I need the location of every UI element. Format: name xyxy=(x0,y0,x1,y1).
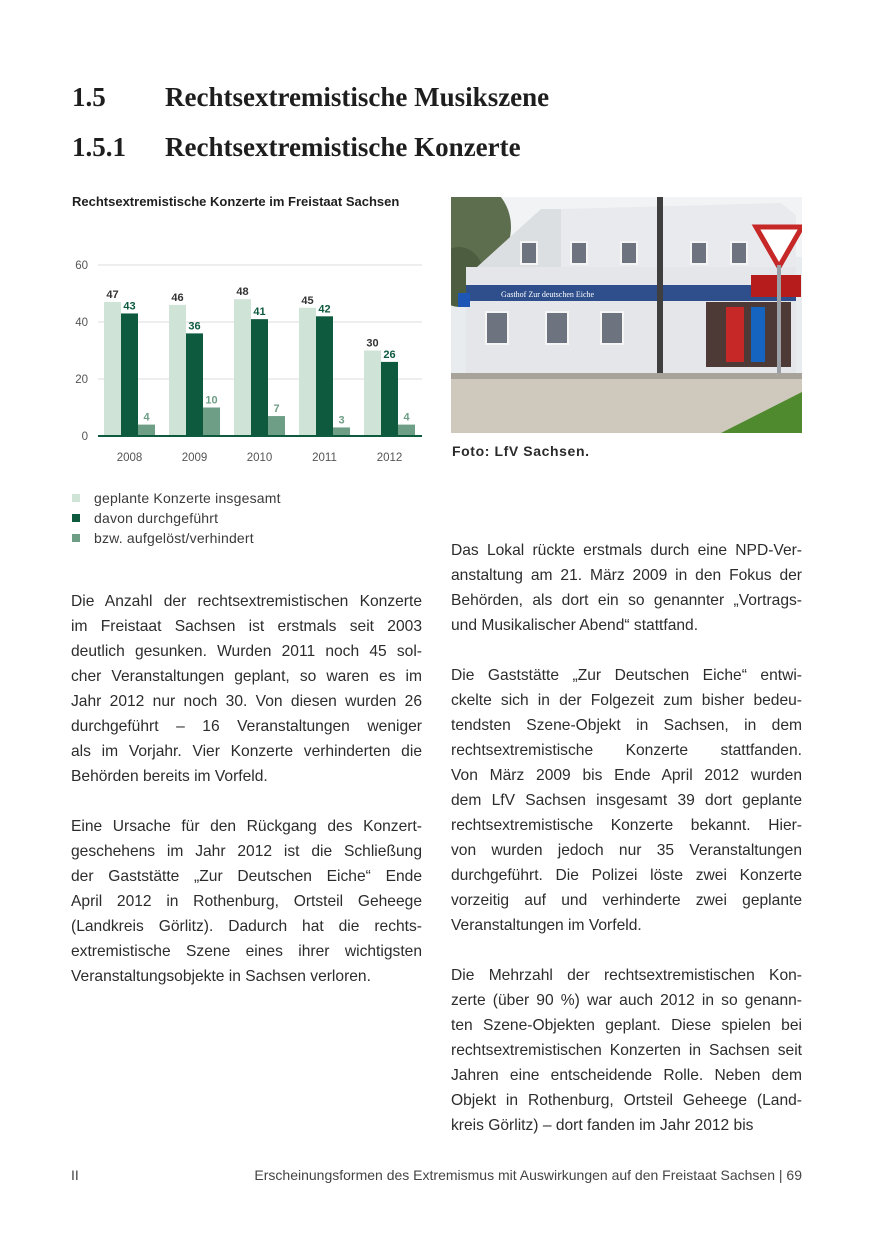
data-label: 48 xyxy=(236,286,249,299)
y-tick-label: 20 xyxy=(75,374,88,386)
data-label: 43 xyxy=(123,300,136,313)
paragraph xyxy=(451,663,802,938)
paragraph xyxy=(71,589,422,789)
subsection-heading xyxy=(72,132,521,163)
photo-caption: Foto: LfV Sachsen. xyxy=(452,443,590,459)
bar xyxy=(186,333,203,436)
text-line: Behörden bereits im Vorfeld. xyxy=(71,768,268,785)
data-label: 46 xyxy=(171,291,184,304)
text-line: rechtsextremistischen Konzerten in Sachsen seit xyxy=(451,1042,802,1059)
bar-chart xyxy=(60,255,430,470)
text-line: Die Gaststätte „Zur Deutschen Eiche“ entwi- xyxy=(451,667,802,684)
text-line: Das Lokal rückte erstmals durch eine NPD-Ver- xyxy=(451,542,802,559)
text-line: durchgeführt – 16 Veranstaltungen weniger xyxy=(71,718,422,735)
bar xyxy=(398,425,415,436)
section-heading xyxy=(72,82,549,113)
data-label: 36 xyxy=(188,320,201,333)
y-tick-label: 40 xyxy=(75,317,88,329)
sign-text: Gasthof Zur deutschen Eiche xyxy=(501,290,595,299)
text-line: extremistische Szene eines ihrer wichtigsten xyxy=(71,943,422,960)
bar xyxy=(234,299,251,436)
bar xyxy=(169,305,186,436)
text-line: und Musikalischer Abend“ stattfand. xyxy=(451,617,699,634)
chart-title: Rechtsextremistische Konzerte im Freistaat Sachsen xyxy=(72,194,400,209)
y-tick-label: 60 xyxy=(75,260,88,272)
data-label: 47 xyxy=(106,289,119,302)
photo-gasthof xyxy=(451,197,802,433)
text-line: ckelte sich in der Folgezeit zum bisher bedeu- xyxy=(451,692,802,709)
text-line: tendsten Szene-Objekt in Sachsen, in dem xyxy=(451,717,802,734)
x-tick-label: 2011 xyxy=(312,452,337,464)
text-line: im Freistaat Sachsen ist erstmals seit 2003 xyxy=(71,618,422,635)
text-line: durchgeführt. Die Polizei löste zwei Konzerte xyxy=(451,867,802,884)
y-tick-label: 0 xyxy=(81,431,88,443)
text-line: von wurden jedoch nur 35 Veranstaltungen xyxy=(451,842,802,859)
data-label: 30 xyxy=(366,337,379,350)
text-line: Die Mehrzahl der rechtsextremistischen Kon- xyxy=(451,967,802,984)
text-line: Objekt in Rothenburg, Ortsteil Geheege (Land- xyxy=(451,1092,802,1109)
text-line: anstaltung am 21. März 2009 in den Fokus der xyxy=(451,567,802,584)
legend-swatch xyxy=(72,534,80,542)
chart-legend xyxy=(72,488,281,548)
text-line: Eine Ursache für den Rückgang des Konzert- xyxy=(71,818,422,835)
legend-swatch xyxy=(72,514,80,522)
legend-label: davon durchgeführt xyxy=(94,510,219,526)
bar xyxy=(268,416,285,436)
text-line: kreis Görlitz) – dort fanden im Jahr 2012 bis xyxy=(451,1117,754,1134)
text-line: rechtsextremistische Konzerte stattfanden. xyxy=(451,742,802,759)
data-label: 3 xyxy=(338,414,345,427)
legend-item-geplant xyxy=(72,488,281,508)
data-label: 26 xyxy=(383,348,396,361)
text-line: Die Anzahl der rechtsextremistischen Konzerte xyxy=(71,593,422,610)
paragraph xyxy=(451,538,802,638)
text-line: cher Veranstaltungen geplant, so waren es im xyxy=(71,668,422,685)
text-line: ten Szene-Objekten geplant. Diese spielen bei xyxy=(451,1017,802,1034)
legend-item-durchgefuehrt xyxy=(72,508,281,528)
footer-running-title: Erscheinungsformen des Extremismus mit Auswirkungen auf den Freistaat Sachsen | 69 xyxy=(254,1167,802,1183)
data-label: 10 xyxy=(205,394,218,407)
paragraph xyxy=(71,814,422,989)
bar xyxy=(203,408,220,437)
x-tick-label: 2010 xyxy=(246,452,273,464)
right-text-column xyxy=(451,538,802,1138)
subsection-number: 1.5.1 xyxy=(72,132,126,162)
x-tick-label: 2008 xyxy=(116,452,143,464)
bar xyxy=(333,427,350,436)
text-line: der Gaststätte „Zur Deutschen Eiche“ Ende xyxy=(71,868,422,885)
data-label: 7 xyxy=(273,403,280,416)
data-label: 45 xyxy=(301,294,314,307)
text-line: dem LfV Sachsen insgesamt 39 dort geplante xyxy=(451,792,802,809)
legend-item-verhindert xyxy=(72,528,281,548)
bar xyxy=(381,362,398,436)
legend-label: geplante Konzerte insgesamt xyxy=(94,490,281,506)
text-line: Veranstaltungen im Vorfeld. xyxy=(451,917,642,934)
text-line: vorzeitig auf und verhinderte zwei geplante xyxy=(451,892,802,909)
x-tick-label: 2012 xyxy=(376,452,403,464)
text-line: zerte (über 90 %) war auch 2012 in so genann- xyxy=(451,992,802,1009)
bar xyxy=(364,351,381,437)
footer-section-mark: II xyxy=(71,1167,79,1183)
text-line: Von März 2009 bis Ende April 2012 wurden xyxy=(451,767,802,784)
text-line: deutlich gesunken. Wurden 2011 noch 45 sol- xyxy=(71,643,422,660)
section-title: Rechtsextremistische Musikszene xyxy=(165,82,550,112)
text-line: Jahren eine entscheidende Rolle. Neben dem xyxy=(451,1067,802,1084)
data-label: 42 xyxy=(318,303,331,316)
text-line: als im Vorjahr. Vier Konzerte verhinderten die xyxy=(71,743,422,760)
text-line: rechtsextremistische Konzerte bekannt. Hier- xyxy=(451,817,802,834)
legend-swatch xyxy=(72,494,80,502)
bar xyxy=(316,316,333,436)
bar xyxy=(104,302,121,436)
text-line: geschehens im Jahr 2012 ist die Schließung xyxy=(71,843,422,860)
bar xyxy=(138,425,155,436)
left-text-column xyxy=(71,589,422,989)
paragraph xyxy=(451,963,802,1138)
text-line: (Landkreis Görlitz). Dadurch hat die rechts- xyxy=(71,918,422,935)
bar xyxy=(299,308,316,436)
legend-label: bzw. aufgelöst/verhindert xyxy=(94,530,254,546)
text-line: Behörden, als dort ein so genannter „Vortrags- xyxy=(451,592,802,609)
subsection-title: Rechtsextremistische Konzerte xyxy=(165,132,521,162)
bar xyxy=(121,313,138,436)
text-line: Jahr 2012 nur noch 30. Von diesen wurden 26 xyxy=(71,693,422,710)
data-label: 41 xyxy=(253,306,266,319)
x-tick-label: 2009 xyxy=(181,452,208,464)
text-line: Veranstaltungsobjekte in Sachsen verloren. xyxy=(71,968,371,985)
data-label: 4 xyxy=(403,411,410,424)
text-line: April 2012 in Rothenburg, Ortsteil Geheege xyxy=(71,893,422,910)
section-number: 1.5 xyxy=(72,82,106,112)
photo-illustration xyxy=(451,197,802,433)
data-label: 4 xyxy=(143,411,150,424)
bar xyxy=(251,319,268,436)
